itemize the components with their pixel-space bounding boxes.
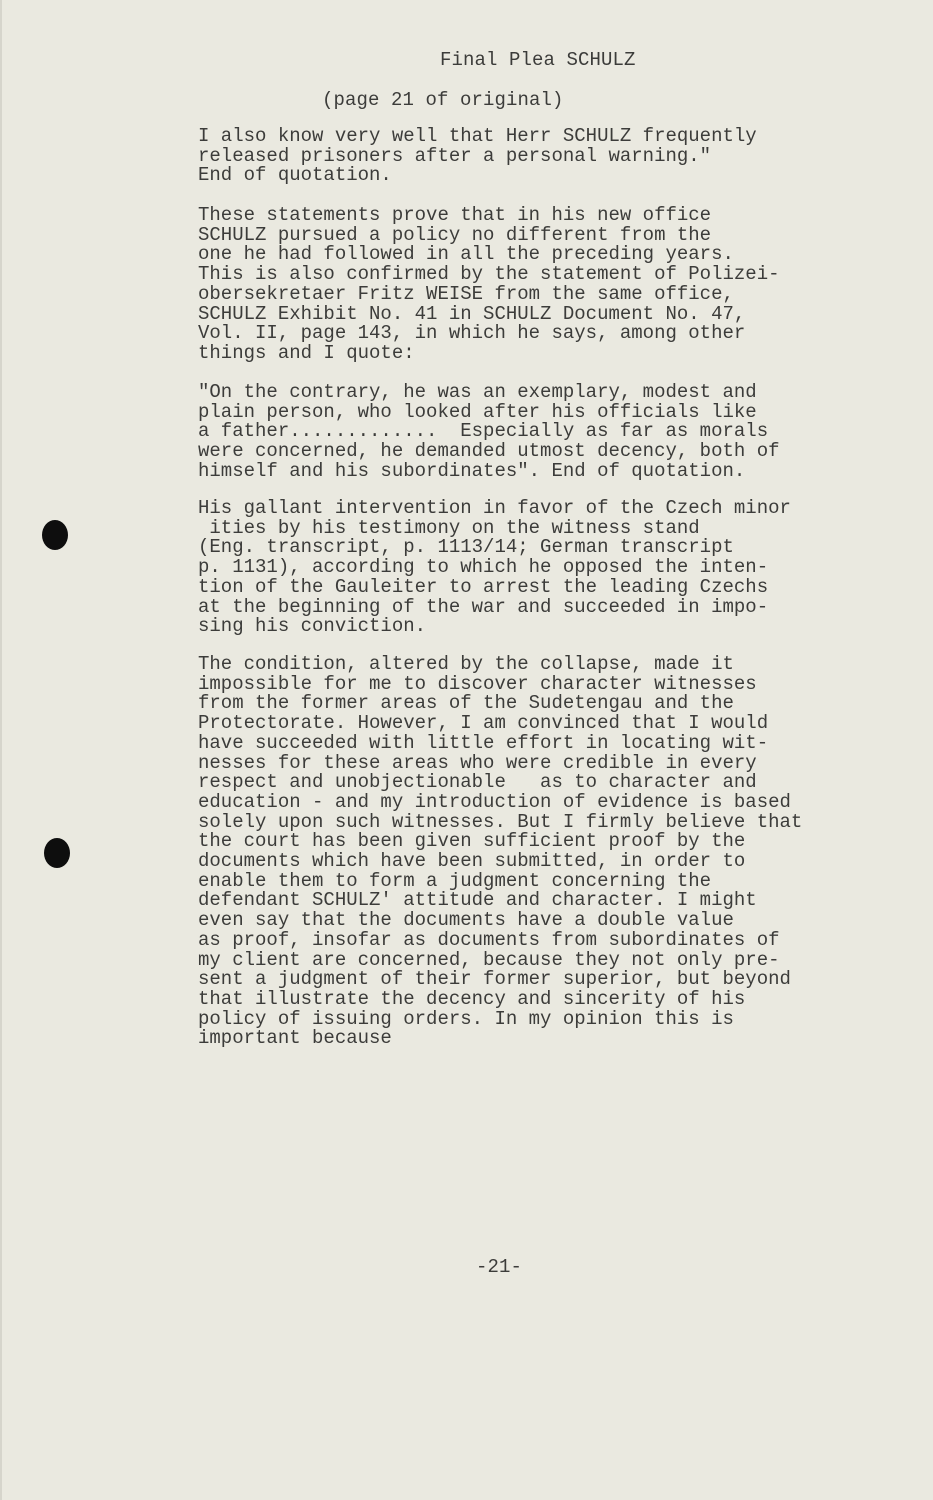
text-line: released prisoners after a personal warning." bbox=[198, 144, 712, 167]
text-line: I also know very well that Herr SCHULZ frequently bbox=[198, 125, 757, 147]
paragraph-5 bbox=[198, 655, 802, 1049]
document-title: Final Plea SCHULZ bbox=[440, 49, 636, 71]
paragraph-2 bbox=[198, 206, 780, 364]
text-line: sent a judgment of their former superior, but beyond bbox=[198, 968, 791, 991]
text-line: himself and his subordinates". End of quotation. bbox=[198, 459, 746, 482]
text-line: ities by his testimony on the witness stand bbox=[198, 516, 700, 539]
page-reference: (page 21 of original) bbox=[322, 89, 564, 111]
text-line: at the beginning of the war and succeeded in impo- bbox=[198, 595, 769, 618]
text-line: my client are concerned, because they not only pre- bbox=[198, 948, 780, 971]
page-number: -21- bbox=[476, 1256, 523, 1278]
text-line: His gallant intervention in favor of the Czech minor bbox=[198, 497, 791, 519]
text-line: a father............. Especially as far as morals bbox=[198, 420, 769, 443]
text-line: obersekretaer Fritz WEISE from the same office, bbox=[198, 282, 734, 305]
text-line: impossible for me to discover character witnesses bbox=[198, 672, 757, 695]
text-line: SCHULZ pursued a policy no different from the bbox=[198, 223, 712, 246]
text-line: important because bbox=[198, 1027, 392, 1050]
punch-hole bbox=[42, 520, 68, 550]
text-line: documents which have been submitted, in order to bbox=[198, 850, 746, 873]
text-line: respect and unobjectionable as to character and bbox=[198, 771, 757, 794]
paragraph-3-quotation bbox=[198, 383, 780, 482]
text-line: The condition, altered by the collapse, made it bbox=[198, 653, 734, 675]
text-line: as proof, insofar as documents from subordinates of bbox=[198, 928, 780, 951]
text-line: the court has been given sufficient proof by the bbox=[198, 830, 746, 853]
paragraph-4 bbox=[198, 499, 791, 637]
text-line: from the former areas of the Sudetengau and the bbox=[198, 692, 734, 715]
text-line: defendant SCHULZ' attitude and character. I might bbox=[198, 889, 757, 912]
text-line: Vol. II, page 143, in which he says, among other bbox=[198, 322, 746, 345]
text-line: plain person, who looked after his officials like bbox=[198, 400, 757, 423]
text-line: nesses for these areas who were credible in every bbox=[198, 751, 757, 774]
page-edge bbox=[0, 0, 2, 1500]
text-line: End of quotation. bbox=[198, 164, 392, 187]
text-line: "On the contrary, he was an exemplary, modest and bbox=[198, 381, 757, 403]
text-line: even say that the documents have a double value bbox=[198, 909, 734, 932]
text-line: Protectorate. However, I am convinced that I would bbox=[198, 712, 769, 735]
text-line: enable them to form a judgment concerning the bbox=[198, 869, 712, 892]
text-line: one he had followed in all the preceding years. bbox=[198, 243, 734, 266]
text-line: SCHULZ Exhibit No. 41 in SCHULZ Document No. 47, bbox=[198, 302, 746, 325]
punch-hole bbox=[44, 838, 70, 868]
text-line: that illustrate the decency and sincerity of his bbox=[198, 987, 746, 1010]
text-line: These statements prove that in his new office bbox=[198, 204, 712, 226]
text-line: were concerned, he demanded utmost decency, both of bbox=[198, 440, 780, 463]
text-line: (Eng. transcript, p. 1113/14; German transcript bbox=[198, 536, 734, 559]
text-line: policy of issuing orders. In my opinion this is bbox=[198, 1007, 734, 1030]
text-line: things and I quote: bbox=[198, 341, 415, 364]
text-line: have succeeded with little effort in locating wit- bbox=[198, 731, 769, 754]
text-line: tion of the Gauleiter to arrest the leading Czechs bbox=[198, 575, 769, 598]
text-line: education - and my introduction of evidence is based bbox=[198, 790, 791, 813]
paragraph-1 bbox=[198, 127, 757, 186]
text-line: This is also confirmed by the statement of Polizei- bbox=[198, 263, 780, 286]
text-line: solely upon such witnesses. But I firmly believe that bbox=[198, 810, 803, 833]
text-line: p. 1131), according to which he opposed the inten- bbox=[198, 556, 769, 579]
text-line: sing his conviction. bbox=[198, 615, 427, 638]
